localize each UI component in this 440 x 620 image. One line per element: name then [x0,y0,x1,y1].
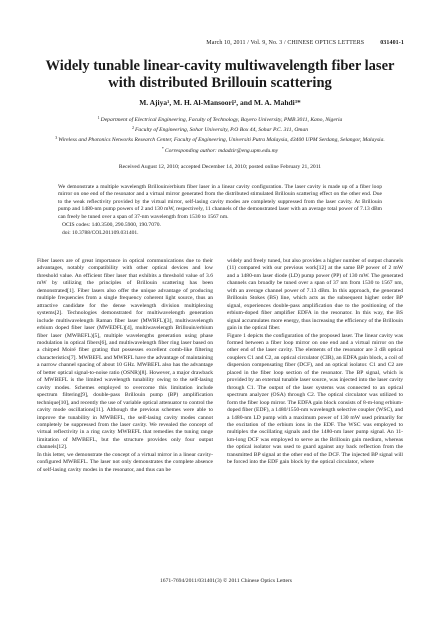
affiliations [34,114,406,155]
body-column-left: Fiber lasers are of great importance in optical communications due to their advantages, notably compatibility with other optical devices and low threshold value. An efficient fiber laser that exhibits a threshold value of 3.6 mW by utilizing the principles of Brillouin scattering has been demonstrated[1]. Fiber lasers also offer the unique advantage of producing multiple frequencies from a single frequency coherent light source, thus an attractive candidate for the dense wavelength division multiplexing systems[2]. Technologies demonstrated for multiwavelength generation include multiwavelength Raman fiber laser (MWRFL)[3], multiwavelength erbium doped fiber laser (MWEDFL)[4], multiwavelength Brillouin/erbium fiber laser (MWBEFL)[5], multiple wavelengths generation using phase modulation in optical fibers[6], and multiwavelength fiber ring laser based on a chirped Moiré fiber grating that possesses excellent comb-like filtering characteristics[7]. MWBEFL and MWRFL have the advantage of maintaining a narrow channel spacing of about 10 GHz. MWBEFL also has the advantage of better optical signal-to-noise ratio (OSNR)[8]. However, a major drawback of MWBEFL is the limited wavelength tunability owing to the self-lasing cavity modes. Schemes employed to overcome this limitation include spectrum filtering[9], double-pass Brillouin pump (BP) amplification technique[10], and recently the use of variable optical attenuator to control the cavity mode oscillations[11]. Although the previous schemes were able to improve the tunability in MWBEFL, the self-lasing cavity modes cannot completely be suppressed from the laser cavity. We revealed the concept of virtual reflectivity in a ring cavity MWBEFL that remedies the tuning range limitation of MWBEFL, but the structure provides only four output channels[12]. In this letter, we demonstrate the concept of a virtual mirror in a linear cavity-configured MWBEFL. The laser not only demonstrates the complete absence of self-lasing cavity modes in the resonator, and thus can be [37,258,213,473]
affiliation-1: $^1$Department of Electrical Engineering, Faculty of Technology, Bayero University, PMB 3011, Kano, Nigeria [97,115,343,123]
affiliation-3: $^3$Wireless and Photonics Networks Research Center, Faculty of Engineering, Universiti Putra Malaysia, 43400 UPM Serdang, Selangor, Malaysia. [55,135,385,144]
issn-line: 1671-7694/2011/031401(3) [160,578,222,584]
page-number: 031401-1 [380,40,404,46]
abstract [58,184,382,238]
author-list: M. Ajiya¹, M. H. Al-Mansoori², and M. A. Mahdi³* [139,98,301,107]
ocis-codes: OCIS codes: 140.3500, 290.5900, 190.7070. [62,222,161,229]
affiliation-2: $^2$Faculty of Engineering, Sohar University, P.O Box 44, Sohar P.C. 311, Oman [131,125,309,134]
paper-title: Widely tunable linear-cavity multiwavelength fiber laser with distributed Brillouin scattering [45,58,395,91]
received-dates: Received August 12, 2010; accepted December 14, 2010; posted online February 21, 2011 [118,164,322,170]
copyright: © 2011 Chinese Optics Letters [223,578,292,584]
body-column-right: widely and freely tuned, but also provides a higher number of output channels (11) compared with our previous work[12] at the same BP power of 2 mW and a 1480-nm laser diode (LD) pump power (PP) of 130 mW. The generated channels can broadly be tuned over a span of 37 nm from 1530 to 1567 nm, with an average channel power of 7.13 dBm. In this approach, the generated Brillouin Stokes (BS) line, which acts as the subsequent higher order BP signal, experiences double-pass amplification due to the positioning of the erbium-doped fiber amplifier EDFA in the resonator. In this way, the BS signal accumulates more energy, thus increasing the efficiency of the Brillouin gain in the optical fiber. Figure 1 depicts the configuration of the proposed laser. The linear cavity was formed between a fiber loop mirror on one end and a virtual mirror on the other end of the laser cavity. The elements of the resonator are 3 dB optical couplers C1 and C2, an optical circulator (CIR), an EDFA gain block, a coil of dispersion compensating fiber (DCF), and an optical isolator. C1 and C2 are placed in the fiber loop section of the resonator. The BP signal, which is provided by an external tunable laser source, was injected into the laser cavity through C1. The output of the laser systems was connected to an optical spectrum analyzer (OSA) through C2. The optical circulator was utilized to form the fiber loop mirror. The EDFA gain block consists of 8-m-long erbium-doped fiber (EDF), a 1480/1550-nm wavelength selective coupler (WSC), and a 1480-nm LD pump with a maximum power of 130 mW used primarily for the excitation of the erbium ions in the EDF. The WSC was employed to multiplex the oscillating signals and the 1480-nm laser pump signal. An 11-km-long DCF was employed to serve as the Brillouin gain medium, whereas the optical isolator was used to guard against any back reflection from the transmitted BP signal at the other end of the DCF. The injected BP signal will be forced into the EDF gain block by the optical circulator, where [227,258,403,466]
corresponding-author: *Corresponding author: mdadzir@eng.upm.edu.my [161,145,279,154]
abstract-text: We demonstrate a multiple wavelength Brillouin/erbium fiber laser in a linear cavity configuration. The laser cavity is made up of a fiber loop mirror on one end of the resonator and a virtual mirror generated from the distributed stimulated Brillouin scattering effect on the other end. Due to the weak reflectivity provided by the virtual mirror, self-lasing cavity modes are completely suppressed from the laser cavity. At Brillouin pump and 1480-nm pump powers of 2 and 130 mW, respectively, 11 channels of the demonstrated laser with an average total power of 7.13 dBm can freely be tuned over a span of 37-nm wavelength from 1530 to 1567 nm. [58,184,382,220]
doi: doi: 10.3788/COL201109.031401. [62,230,139,237]
running-header [0,40,404,46]
running-head: March 10, 2011 / Vol. 9, No. 3 / CHINESE OPTICS LETTERS [206,40,365,46]
